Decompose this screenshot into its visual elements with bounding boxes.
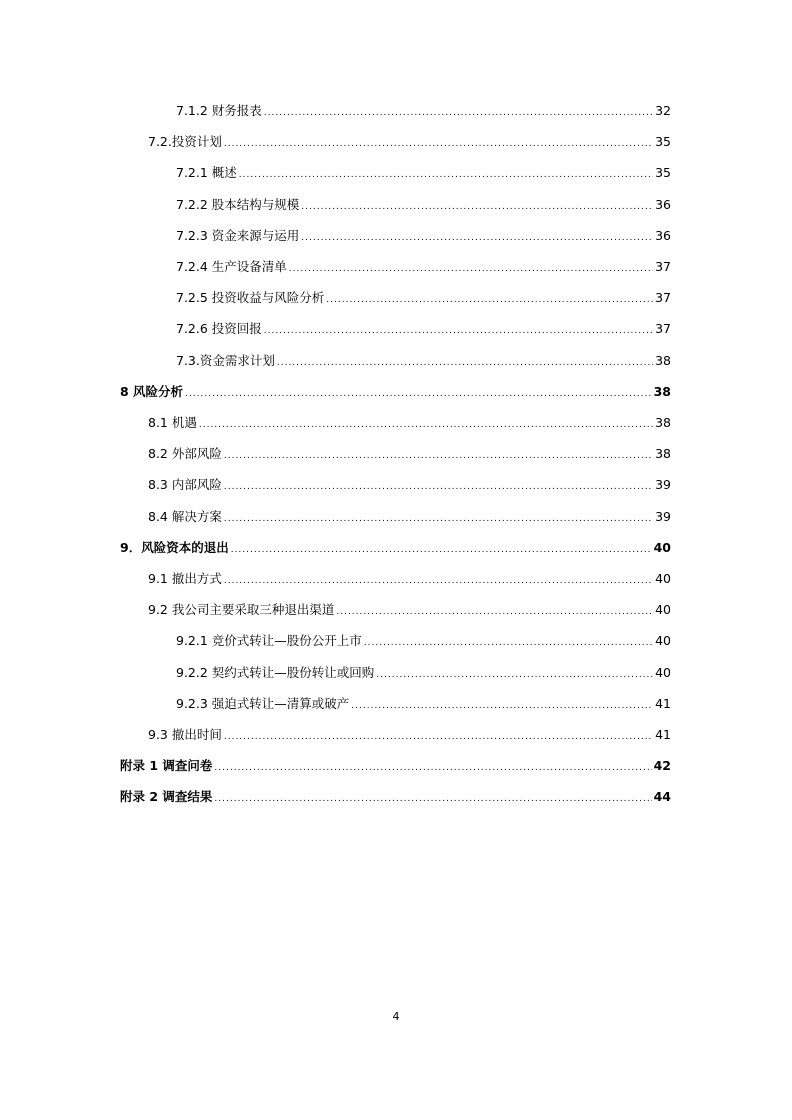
toc-entry[interactable] <box>120 539 671 557</box>
toc-entry-page: 35 <box>655 134 671 150</box>
toc-entry-page: 36 <box>655 227 671 243</box>
toc-entry[interactable] <box>176 196 671 214</box>
toc-entry-title: 9.2 我公司主要采取三种退出渠道 <box>148 602 335 618</box>
dot-leader <box>224 730 653 744</box>
toc-entry-page: 38 <box>655 415 671 430</box>
dot-leader <box>351 699 653 713</box>
dot-leader <box>336 605 653 619</box>
toc-entry-title: 附录 1 调查问卷 <box>120 758 213 774</box>
toc-entry[interactable] <box>176 258 671 276</box>
toc-entry-page: 41 <box>655 695 671 711</box>
toc-entry-page: 35 <box>655 165 671 181</box>
toc-entry-page: 40 <box>655 633 671 649</box>
toc-entry[interactable] <box>176 320 671 338</box>
toc-entry-page: 41 <box>655 727 671 742</box>
toc-entry-title: 8 风险分析 <box>120 383 184 399</box>
toc-entry[interactable] <box>148 133 671 151</box>
toc-entry[interactable] <box>176 664 671 682</box>
toc-entry[interactable] <box>148 445 671 463</box>
dot-leader <box>224 480 653 494</box>
dot-leader <box>289 262 653 276</box>
toc-entry-title: 8.4 解决方案 <box>148 508 222 524</box>
toc-entry[interactable] <box>148 726 671 744</box>
dot-leader <box>224 137 653 151</box>
toc-entry-page: 37 <box>655 321 671 337</box>
toc-entry-page: 37 <box>655 259 671 274</box>
toc-entry-title: 附录 2 调查结果 <box>120 789 213 805</box>
toc-entry-title: 9.2.1 竞价式转让—股份公开上市 <box>176 633 362 649</box>
toc-entry-title: 7.2.5 投资收益与风险分析 <box>176 290 325 306</box>
toc-entry[interactable] <box>148 601 671 619</box>
toc-entry-title: 9.2.2 契约式转让—股份转让或回购 <box>176 664 375 680</box>
toc-entry-page: 38 <box>655 446 671 462</box>
toc-entry[interactable] <box>176 289 671 307</box>
dot-leader <box>326 293 653 307</box>
toc-entry[interactable] <box>120 383 671 401</box>
toc-entry-title: 9．风险资本的退出 <box>120 539 229 555</box>
dot-leader <box>224 574 653 588</box>
toc-entry-title: 7.2.2 股本结构与规模 <box>176 196 300 212</box>
toc-entry-page: 39 <box>655 508 671 524</box>
dot-leader <box>214 761 651 775</box>
toc-entry-title: 7.1.2 财务报表 <box>176 103 262 118</box>
toc-entry-title: 7.3.资金需求计划 <box>176 352 275 368</box>
toc-entry[interactable] <box>148 570 671 588</box>
toc-entry-title: 8.3 内部风险 <box>148 477 222 493</box>
dot-leader <box>185 387 652 401</box>
toc-entry[interactable] <box>176 695 671 713</box>
toc-entry-page: 39 <box>655 477 671 493</box>
toc-entry-title: 7.2.1 概述 <box>176 165 237 181</box>
toc-entry-page: 37 <box>655 290 671 306</box>
toc-entry-title: 7.2.4 生产设备清单 <box>176 259 287 274</box>
dot-leader <box>364 636 653 650</box>
dot-leader <box>301 231 653 245</box>
toc-entry-page: 44 <box>653 789 671 805</box>
dot-leader <box>277 356 653 370</box>
dot-leader <box>264 324 653 338</box>
toc-entry-title: 9.3 撤出时间 <box>148 727 222 742</box>
toc-entry-page: 40 <box>655 664 671 680</box>
toc-entry[interactable] <box>148 476 671 494</box>
toc-entry-page: 38 <box>653 383 671 399</box>
dot-leader <box>224 449 653 463</box>
toc-entry-page: 42 <box>653 758 671 774</box>
toc-entry[interactable] <box>176 352 671 370</box>
toc-entry[interactable] <box>176 227 671 245</box>
toc-entry-page: 40 <box>655 571 671 586</box>
toc-entry-title: 9.1 撤出方式 <box>148 571 222 586</box>
page-number: 4 <box>392 1010 400 1023</box>
dot-leader <box>239 168 653 182</box>
toc-entry-page: 40 <box>653 539 671 555</box>
toc-entry-title: 7.2.3 资金来源与运用 <box>176 227 300 243</box>
toc-entry-page: 38 <box>655 352 671 368</box>
dot-leader <box>376 668 653 682</box>
toc-entry[interactable] <box>148 414 671 432</box>
toc-entry-title: 8.2 外部风险 <box>148 446 222 462</box>
dot-leader <box>224 512 653 526</box>
toc-entry[interactable] <box>176 102 671 120</box>
toc-entry-title: 8.1 机遇 <box>148 415 197 430</box>
dot-leader <box>214 792 651 806</box>
toc-entry-title: 9.2.3 强迫式转让—清算或破产 <box>176 695 350 711</box>
dot-leader <box>231 543 652 557</box>
dot-leader <box>264 106 653 120</box>
toc-entry[interactable] <box>148 508 671 526</box>
toc-entry-title: 7.2.6 投资回报 <box>176 321 262 337</box>
toc-entry-page: 36 <box>655 196 671 212</box>
toc-entry[interactable] <box>120 788 671 806</box>
toc-entry-title: 7.2.投资计划 <box>148 134 222 150</box>
dot-leader <box>199 418 653 432</box>
toc-entry[interactable] <box>176 632 671 650</box>
toc-entry-page: 40 <box>655 602 671 618</box>
toc-entry[interactable] <box>120 757 671 775</box>
dot-leader <box>301 200 653 214</box>
toc-entry[interactable] <box>176 164 671 182</box>
toc-entry-page: 32 <box>655 103 671 118</box>
